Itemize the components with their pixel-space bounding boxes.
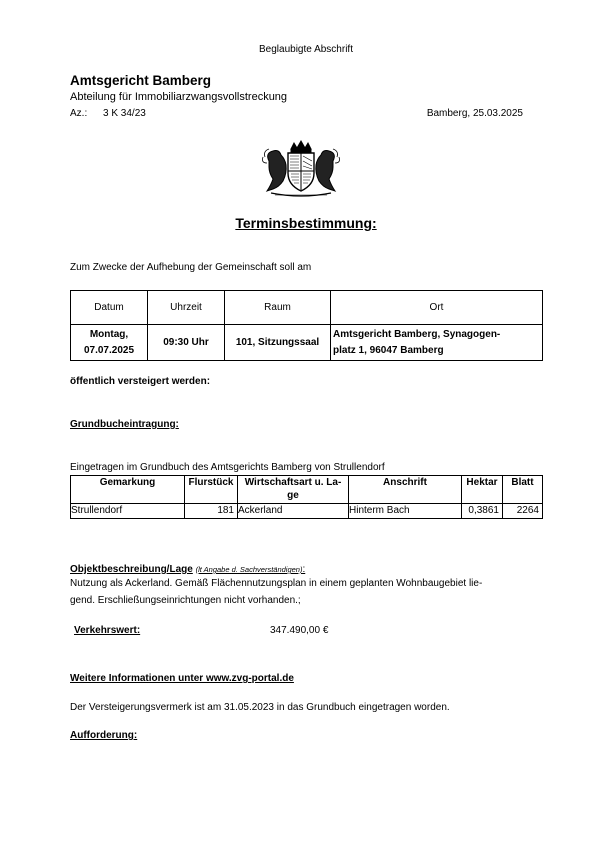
- court-department: Abteilung für Immobiliarzwangsvollstreckung: [70, 91, 288, 103]
- header-anschrift: Anschrift: [349, 476, 462, 504]
- auction-text: öffentlich versteigert werden:: [70, 376, 211, 387]
- object-heading-colon: :: [302, 564, 306, 575]
- header-wirtschaftsart-line2: ge: [287, 490, 299, 501]
- intro-text: Zum Zwecke der Aufhebung der Gemeinschaft soll am: [70, 262, 312, 273]
- appointment-weekday: Montag,: [89, 328, 129, 340]
- cell-anschrift: Hinterm Bach: [349, 504, 462, 519]
- appointment-place-line1: Amtsgericht Bamberg, Synagogen-: [333, 328, 501, 340]
- header-raum: Raum: [225, 291, 331, 325]
- object-description-line2: gend. Erschließungseinrichtungen nicht vorhanden.;: [70, 595, 301, 606]
- appointment-room: 101, Sitzungssaal: [225, 325, 331, 361]
- appointment-place: [331, 325, 543, 361]
- object-heading-text: Objektbeschreibung/Lage: [70, 564, 193, 575]
- land-register-table: [70, 475, 543, 519]
- header-datum: Datum: [71, 291, 148, 325]
- more-info-link[interactable]: Weitere Informationen unter www.zvg-portal.de: [70, 673, 294, 684]
- cell-blatt: 2264: [503, 504, 543, 519]
- land-register-header-row: [71, 476, 543, 504]
- document-title: Terminsbestimmung:: [235, 215, 377, 231]
- cell-hektar: 0,3861: [462, 504, 503, 519]
- bavarian-coat-of-arms-icon: [261, 139, 341, 199]
- appointment-header-row: [71, 291, 543, 325]
- court-name: Amtsgericht Bamberg: [70, 73, 212, 88]
- reference-label: Az.:: [70, 108, 88, 119]
- cell-wirtschaftsart: Ackerland: [238, 504, 349, 519]
- object-heading-note: (lt Angabe d. Sachverständigen): [195, 565, 303, 574]
- land-register-row: [71, 504, 543, 519]
- header-flurstueck: Flurstück: [185, 476, 238, 504]
- land-register-heading: Grundbucheintragung:: [70, 419, 179, 430]
- appointment-date: [71, 325, 148, 361]
- cell-flurstueck: 181: [185, 504, 238, 519]
- appointment-time: 09:30 Uhr: [148, 325, 225, 361]
- cell-gemarkung: Strullendorf: [71, 504, 185, 519]
- object-description-line1: Nutzung als Ackerland. Gemäß Flächennutzungsplan in einem geplanten Wohnbaugebiet lie-: [70, 578, 483, 589]
- market-value-amount: 347.490,00 €: [270, 625, 329, 636]
- reference-number: 3 K 34/23: [103, 108, 146, 119]
- header-ort: Ort: [331, 291, 543, 325]
- header-uhrzeit: Uhrzeit: [148, 291, 225, 325]
- place-date: Bamberg, 25.03.2025: [426, 108, 523, 119]
- appointment-date-value: 07.07.2025: [83, 344, 135, 356]
- header-blatt: Blatt: [503, 476, 543, 504]
- certified-copy-label: Beglaubigte Abschrift: [259, 44, 353, 55]
- appointment-table: [70, 290, 543, 361]
- land-register-intro: Eingetragen im Grundbuch des Amtsgerichts Bamberg von Strullendorf: [70, 462, 385, 473]
- header-gemarkung: Gemarkung: [71, 476, 185, 504]
- header-wirtschaftsart: [238, 476, 349, 504]
- header-hektar: Hektar: [462, 476, 503, 504]
- object-heading: [70, 564, 305, 575]
- header-wirtschaftsart-line1: Wirtschaftsart u. La-: [244, 477, 342, 488]
- appointment-place-line2: platz 1, 96047 Bamberg: [333, 344, 444, 356]
- request-heading: Aufforderung:: [70, 730, 138, 741]
- market-value-label: Verkehrswert:: [74, 625, 141, 636]
- appointment-row: [71, 325, 543, 361]
- registration-note: Der Versteigerungsvermerk ist am 31.05.2023 in das Grundbuch eingetragen worden.: [70, 702, 450, 713]
